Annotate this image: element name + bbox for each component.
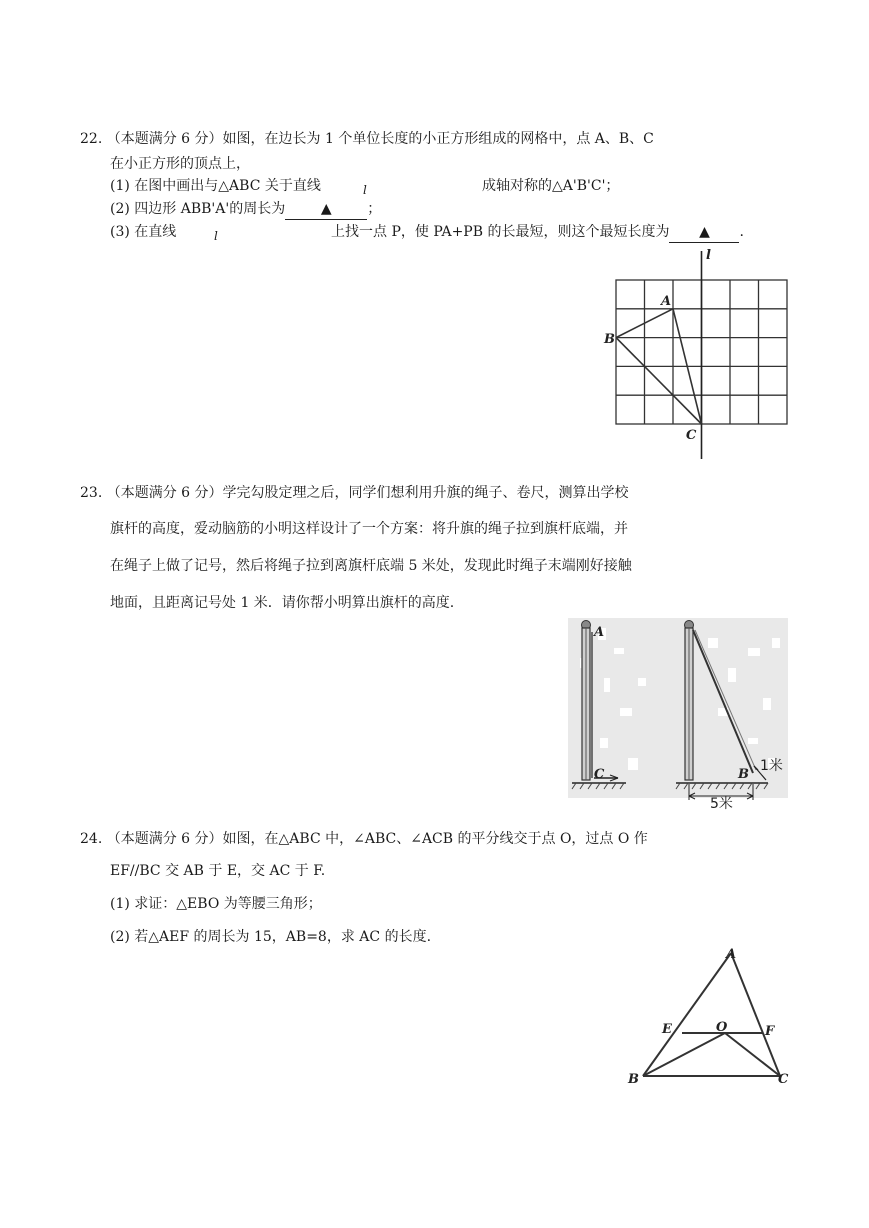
q22-part1 [110,176,321,196]
q22-part3-answer-blank[interactable]: ▲ [669,222,739,243]
q24-part1: (1) 求证：△EBO 为等腰三角形； [110,896,322,912]
q23-line1: 23. （本题满分 6 分）学完勾股定理之后，同学们想利用升旗的绳子、卷尺，测算出学校 [80,485,629,501]
q22-part2-answer-blank[interactable]: ▲ [285,199,367,220]
q23-flagpole-figure [568,618,788,812]
q22-grid-figure [600,243,800,463]
five-meter-label: 5米 [710,796,733,812]
q22-stem-line1 [80,129,654,149]
q22-part1-text-a: (1) 在图中画出与△ABC 关于直线 [110,178,321,194]
q22-part2 [110,199,381,220]
one-meter-label: 1米 [760,758,783,774]
point-f-label: F [765,1024,775,1039]
q22-stem2: 在小正方形的顶点上， [110,156,250,172]
point-b-label: B [628,1072,639,1087]
q23-line3: 在绳子上做了记号，然后将绳子拉到离旗杆底端 5 米处，发现此时绳子末端刚好接触 [110,558,632,574]
point-b-label: B [604,332,615,347]
q24-number: 24. [80,831,103,847]
point-e-label: E [662,1022,672,1037]
point-o-label: O [716,1020,728,1035]
bisector-bo [643,1033,725,1076]
q22-part2-text-a: (2) 四边形 ABB'A'的周长为 [110,201,286,217]
q22-part3-line-symbol: l [214,229,218,243]
flag-a-label: A [594,625,605,640]
q23-number: 23. [80,485,103,501]
flag-c-label: C [594,767,605,782]
flag-b-label: B [738,767,749,782]
q22-part3-text-b: 上找一点 P，使 PA+PB 的长最短，则这个最短长度为 [331,224,670,240]
q22-part3-text-a: (3) 在直线 [110,224,177,240]
q23-line4: 地面，且距离记号处 1 米．请你帮小明算出旗杆的高度. [110,595,455,611]
q24-triangle-figure [625,945,800,1090]
q22-part2-text-b: ； [367,201,382,217]
q22-number: 22. [80,131,103,147]
q24-line1: 24. （本题满分 6 分）如图，在△ABC 中，∠ABC、∠ACB 的平分线交于点 O，过点 O 作 [80,831,648,847]
point-c-label: C [686,428,697,443]
q24-line2: EF//BC 交 AB 于 E，交 AC 于 F. [110,863,326,879]
q24-part2: (2) 若△AEF 的周长为 15，AB=8，求 AC 的长度. [110,929,432,945]
q23-line2: 旗杆的高度，爱动脑筋的小明这样设计了一个方案：将升旗的绳子拉到旗杆底端，并 [110,521,628,537]
q22-part1-line-symbol: l [363,183,367,197]
q22-part1-text-b: 成轴对称的△A'B'C'； [482,178,620,194]
axis-l-label: l [706,248,711,263]
point-a-label: A [661,294,672,309]
q22-part3 [331,222,744,243]
point-c-label: C [778,1072,789,1087]
q22-stem1: （本题满分 6 分）如图，在边长为 1 个单位长度的小正方形组成的网格中，点 A、B、C [106,131,654,147]
q22-part3-text-c: . [739,224,744,240]
point-a-label: A [726,947,737,962]
side-ab [643,953,731,1076]
